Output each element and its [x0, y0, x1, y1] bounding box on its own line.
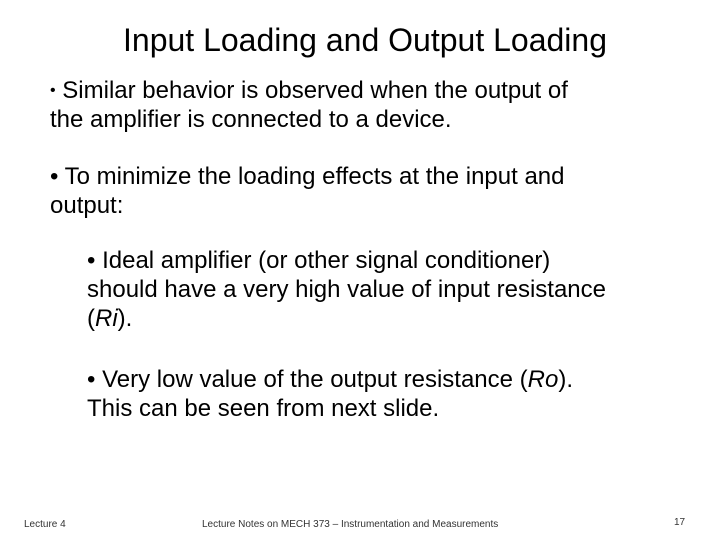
paragraph-similar-behavior	[50, 76, 690, 134]
paragraph-line	[87, 246, 707, 275]
paragraph-text: the amplifier is connected to a device.	[50, 106, 452, 133]
paragraph-text: should have a very high value of input resistance	[87, 276, 606, 303]
slide-title: Input Loading and Output Loading	[123, 22, 607, 58]
footer-lecture-label: Lecture 4	[24, 519, 66, 530]
variable-ro: Ro	[527, 366, 559, 393]
paragraph-text: Very low value of the output resistance (	[102, 366, 528, 393]
paragraph-text: ).	[117, 305, 133, 332]
paragraph-line	[50, 76, 690, 105]
paragraph-text: Ideal amplifier (or other signal conditioner)	[102, 247, 551, 274]
paragraph-minimize-loading	[50, 162, 690, 220]
bullet-icon: •	[87, 366, 96, 393]
bullet-icon: •	[50, 163, 59, 190]
footer-course-title: Lecture Notes on MECH 373 – Instrumentation and Measurements	[202, 519, 499, 530]
variable-ri: Ri	[95, 305, 118, 332]
paragraph-text: This can be seen from next slide.	[87, 395, 440, 422]
paragraph-text: Similar behavior is observed when the output of	[62, 77, 568, 104]
bullet-icon: •	[50, 82, 56, 99]
paragraph-text: To minimize the loading effects at the input and	[64, 163, 565, 190]
paragraph-text: ).	[558, 366, 574, 393]
sub-bullet-low-output-resistance	[87, 365, 707, 423]
footer-page-number: 17	[674, 517, 686, 528]
paragraph-line	[87, 304, 707, 333]
paragraph-text: (	[87, 305, 95, 332]
sub-bullet-ideal-amplifier	[87, 246, 707, 333]
bullet-icon: •	[87, 247, 96, 274]
paragraph-text: output:	[50, 192, 124, 219]
paragraph-line	[87, 365, 707, 394]
paragraph-line	[50, 162, 690, 191]
